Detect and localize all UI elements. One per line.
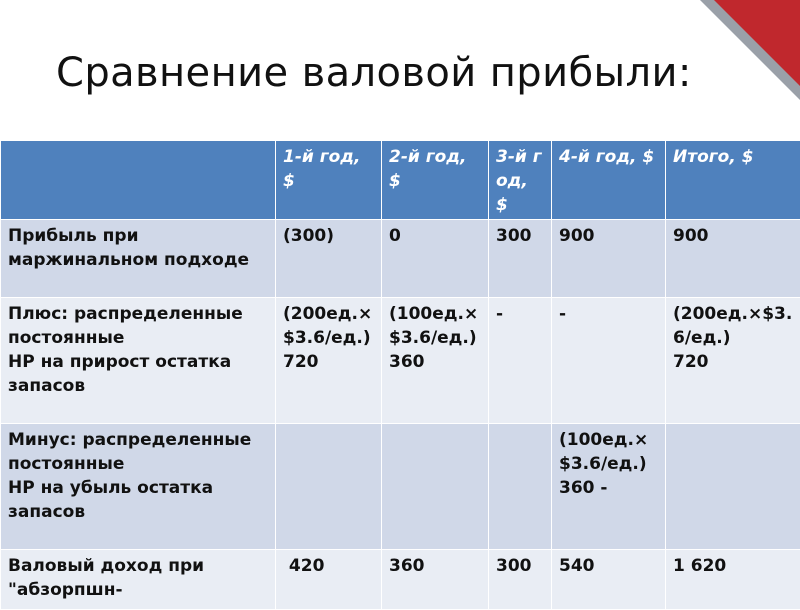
corner-decoration bbox=[700, 0, 800, 100]
row-label: Плюс: распределенные постоянные НР на прирост остатка запасов bbox=[1, 298, 276, 424]
header-cell-total: Итого, $ bbox=[666, 141, 800, 220]
table-cell: (200ед.×$3.6/ед.) 720 bbox=[276, 298, 382, 424]
header-cell-year-2: 2-й год, $ bbox=[382, 141, 489, 220]
row-label: Валовый доход при "абзорпшн- bbox=[1, 550, 276, 610]
gross-profit-table bbox=[0, 140, 800, 610]
table-cell bbox=[489, 424, 552, 550]
table-cell: - bbox=[552, 298, 666, 424]
table-cell: 540 bbox=[552, 550, 666, 610]
table-cell: 1 620 bbox=[666, 550, 800, 610]
row-label: Минус: распределенные постоянные НР на убыль остатка запасов bbox=[1, 424, 276, 550]
table-cell: 300 bbox=[489, 220, 552, 298]
table-row bbox=[1, 550, 800, 610]
table-cell: (200ед.×$3.6/ед.) 720 bbox=[666, 298, 800, 424]
table-cell bbox=[666, 424, 800, 550]
table-cell: 900 bbox=[552, 220, 666, 298]
table-cell: (100ед.×$3.6/ед.) 360 - bbox=[552, 424, 666, 550]
table-cell: (100ед.×$3.6/ед.) 360 bbox=[382, 298, 489, 424]
table-row bbox=[1, 298, 800, 424]
table-cell: (300) bbox=[276, 220, 382, 298]
table-header-row bbox=[1, 141, 800, 220]
table-row bbox=[1, 424, 800, 550]
table-cell: 900 bbox=[666, 220, 800, 298]
slide-title: Сравнение валовой прибыли: bbox=[56, 50, 692, 96]
table-cell bbox=[276, 424, 382, 550]
table-cell: 360 bbox=[382, 550, 489, 610]
table-cell: - bbox=[489, 298, 552, 424]
row-label: Прибыль при маржинальном подходе bbox=[1, 220, 276, 298]
table-cell: 300 bbox=[489, 550, 552, 610]
header-cell-year-1: 1-й год, $ bbox=[276, 141, 382, 220]
table-cell: 0 bbox=[382, 220, 489, 298]
header-cell-year-3: 3-й год, $ bbox=[489, 141, 552, 220]
table-row bbox=[1, 220, 800, 298]
table-cell: 420 bbox=[276, 550, 382, 610]
header-cell-year-4: 4-й год, $ bbox=[552, 141, 666, 220]
table-cell bbox=[382, 424, 489, 550]
header-cell-empty bbox=[1, 141, 276, 220]
